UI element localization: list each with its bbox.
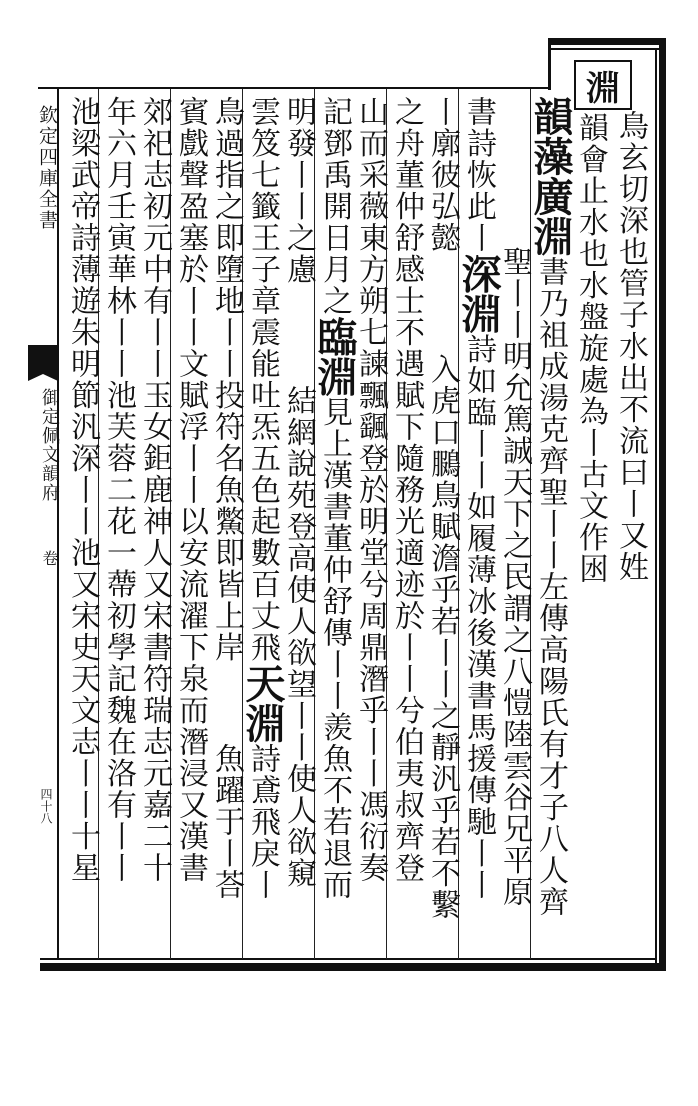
text-column — [422, 96, 462, 956]
column-text: 之舟董仲舒感士不遇賦下隨務光適迹於丨丨兮伯夷叔齊登 — [389, 96, 424, 884]
column-text: 鳥玄切深也管子水出不流曰丨又姓 — [613, 110, 648, 583]
column-text: 鳥過指之即墮地丨丨投符名魚鱉即皆上岸 — [209, 96, 244, 663]
text-column — [311, 96, 358, 956]
text-column — [350, 96, 390, 956]
headword-char: 淵 — [586, 68, 620, 109]
column-text: 雲笈七籤王子章震能吐炁五色起數百丈飛 — [245, 96, 280, 663]
text-column — [134, 96, 174, 956]
headword-phrase: 韻藻廣淵 — [527, 96, 574, 256]
column-text: 年六月壬寅華林丨丨池芙蓉二花一蔕初學記魏在洛有丨丨 — [101, 96, 136, 884]
column-text: 魚躍于丨荅 — [209, 743, 244, 901]
column-text: 聖丨丨明允篤誠天下之民謂之八愷陸雲谷兄平原 — [497, 246, 532, 908]
text-column — [206, 96, 246, 956]
text-column — [494, 246, 534, 1106]
column-text: 記鄧禹開日月之 — [317, 96, 352, 317]
frame-head-rule — [38, 87, 550, 89]
text-column — [278, 96, 318, 956]
text-column — [170, 96, 210, 956]
column-text: 賓戲聲盈塞於丨丨文賦浮丨丨以安流濯下泉而潛浸又漢書 — [173, 96, 208, 884]
text-column — [386, 96, 426, 956]
headword-phrase: 深淵 — [455, 253, 502, 334]
column-text: 山而采薇東方朔七諫飄颻登於明堂兮周鼎潛乎丨丨馮衍奏 — [353, 96, 388, 884]
column-text: 韻會止水也水盤旋處為丨古文作囦 — [573, 112, 608, 585]
column-text: 見上漢書董仲舒傳丨丨羨魚不若退而 — [317, 396, 352, 901]
headword-phrase: 天淵 — [239, 663, 286, 743]
frame-top-inner-border — [548, 48, 666, 50]
margin-juan: 卷 — [40, 550, 59, 566]
column-text: 丨廓彼弘懿 — [425, 96, 460, 254]
margin-subtitle: 御定佩文韻府 — [39, 388, 60, 502]
frame-bottom-inner-border — [40, 958, 657, 960]
column-text: 書乃祖成湯克齊聖丨丨左傳高陽氏有才子八人齊 — [533, 256, 568, 918]
margin-page-number: 四十八 — [39, 788, 53, 824]
text-column — [62, 96, 102, 956]
frame-right-border — [659, 38, 666, 970]
frame-top-border — [548, 38, 666, 45]
margin-book-title: 欽定四庫全書 — [36, 105, 58, 231]
text-column — [527, 96, 574, 956]
text-column — [610, 110, 650, 970]
frame-right-inner-border — [655, 48, 657, 970]
column-text: 書詩恢此丨 — [461, 96, 496, 254]
column-text: 詩如臨丨丨如履薄冰後漢書馬援傳馳丨丨 — [461, 333, 496, 901]
headword-box — [574, 60, 632, 110]
frame-head-divider — [548, 38, 551, 90]
column-text: 詩鳶飛戾丨 — [245, 743, 280, 901]
column-text: 池梁武帝詩薄遊朱明節汎深丨丨池又宋史天文志丨丨十星 — [65, 96, 100, 884]
text-column — [455, 96, 502, 956]
column-text: 郊祀志初元中有丨丨玉女鉅鹿神人又宋書符瑞志元嘉二十 — [137, 96, 172, 884]
text-column — [570, 112, 610, 972]
fishtail-mark-icon — [28, 345, 58, 371]
column-text: 入虎口鵩鳥賦澹乎若丨丨之靜汎乎若不繫 — [425, 353, 460, 921]
column-text: 明發丨丨之慮 — [281, 96, 316, 285]
headword-phrase: 臨淵 — [311, 316, 358, 397]
text-column — [98, 96, 138, 956]
text-column — [239, 96, 286, 956]
column-text: 結網說苑登高使人欲望丨丨使人欲窺 — [281, 385, 316, 889]
